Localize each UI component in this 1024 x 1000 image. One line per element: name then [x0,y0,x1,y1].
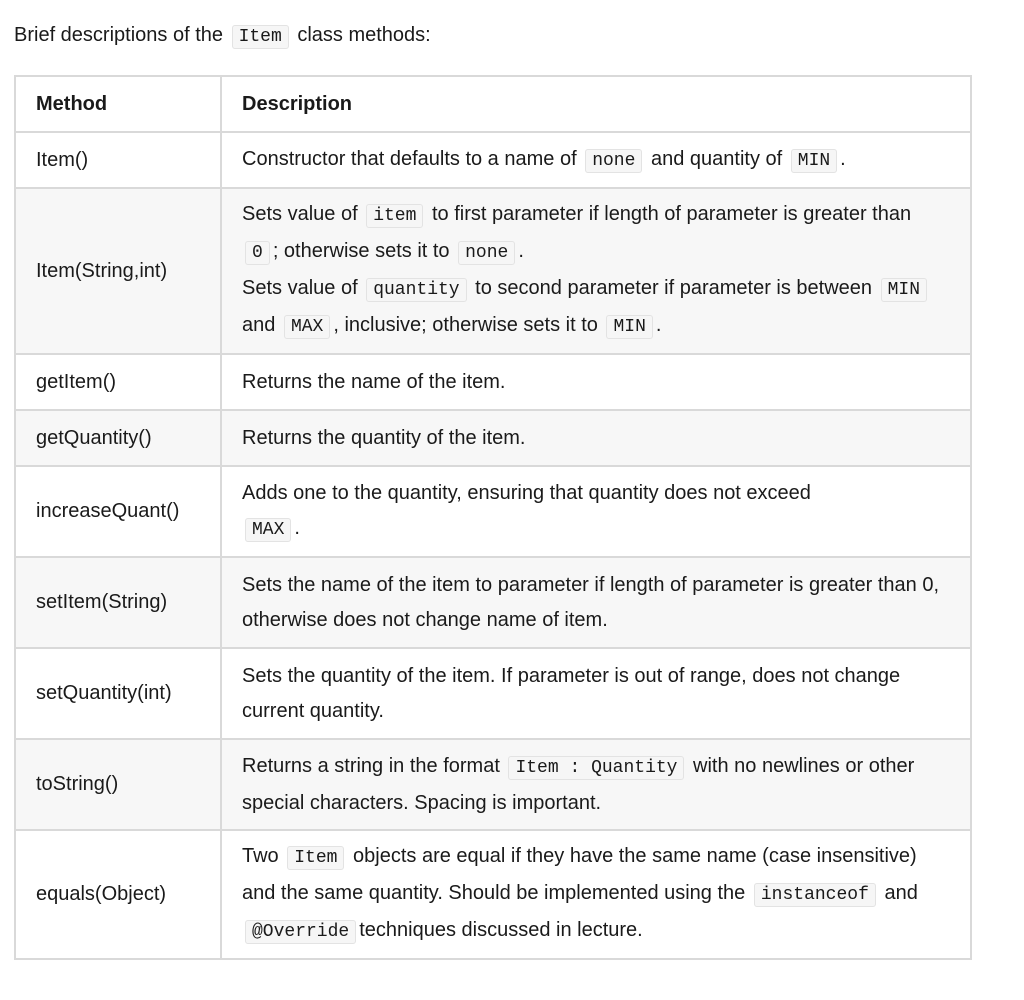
desc-text: . [655,314,662,336]
desc-text: Adds one to the quantity, ensuring that quantity does not exceed [242,481,811,504]
desc-text: and [242,314,276,336]
desc-code: none [585,149,642,173]
method-cell: increaseQuant() [15,466,221,557]
desc-text: Sets the quantity of the item. If parameter is out of range, does not change current quantity. [242,664,901,722]
table-row [15,354,971,410]
description-cell [221,830,971,959]
table-row [15,739,971,830]
desc-text: . [840,147,846,170]
desc-text: with no newlines or other special characters. Spacing is important. [242,754,915,814]
method-cell: getItem() [15,354,221,410]
desc-code: item [366,204,423,228]
desc-text: . [294,516,300,539]
description-cell [221,557,971,648]
description-cell [221,739,971,830]
desc-code: instanceof [754,883,876,907]
desc-text: to second parameter if parameter is between [475,277,873,299]
method-cell: getQuantity() [15,410,221,466]
desc-code: 0 [245,241,270,265]
description-cell [221,466,971,557]
method-cell: setItem(String) [15,557,221,648]
desc-code: @Override [245,920,356,944]
desc-text: ; otherwise sets it to [272,240,450,262]
table-row [15,410,971,466]
method-cell: equals(Object) [15,830,221,959]
desc-code: Item : Quantity [508,756,684,780]
desc-text: Sets value of [242,203,358,225]
table-row [15,188,971,354]
desc-code: MIN [791,149,837,173]
desc-code: MIN [606,315,652,339]
description-cell [221,648,971,739]
desc-text: Constructor that defaults to a name of [242,147,577,170]
method-cell: Item() [15,132,221,188]
description-column-header: Description [221,76,971,132]
desc-text: Returns the name of the item. [242,370,506,393]
description-cell [221,410,971,466]
desc-text: Returns the quantity of the item. [242,426,526,449]
description-cell [221,132,971,188]
intro-text [14,20,431,52]
table-row [15,132,971,188]
desc-text: , inclusive; otherwise sets it to [333,314,598,336]
desc-code: MIN [881,278,927,302]
desc-text: and quantity of [650,147,783,170]
methods-table [14,75,972,960]
desc-text: . [518,240,524,262]
description-cell [221,354,971,410]
description-cell [221,188,971,354]
method-cell: toString() [15,739,221,830]
desc-text: objects are equal if they have the same name (case insensitive) and the same quantity. Should be implemented using the [242,845,917,904]
intro-after: class methods: [297,24,431,46]
desc-text: Returns a string in the format [242,754,500,777]
desc-code: MAX [245,518,291,542]
intro-before: Brief descriptions of the [14,24,223,46]
method-cell: Item(String,int) [15,188,221,354]
desc-code: none [458,241,515,265]
desc-text: and [884,882,918,904]
method-cell: setQuantity(int) [15,648,221,739]
desc-text: to first parameter if length of parameter is greater than [431,203,912,225]
table-row [15,648,971,739]
desc-text: Sets the name of the item to parameter if length of parameter is greater than 0, otherwise does not change name of item. [242,573,940,631]
desc-text: Two [242,845,279,867]
table-row [15,466,971,557]
intro-code: Item [232,25,289,49]
table-header-row [15,76,971,132]
desc-text: techniques discussed in lecture. [359,919,643,941]
table-row [15,830,971,959]
desc-code: MAX [284,315,330,339]
desc-code: quantity [366,278,466,302]
desc-text: Sets value of [242,277,358,299]
method-column-header: Method [15,76,221,132]
desc-code: Item [287,846,344,870]
table-row [15,557,971,648]
